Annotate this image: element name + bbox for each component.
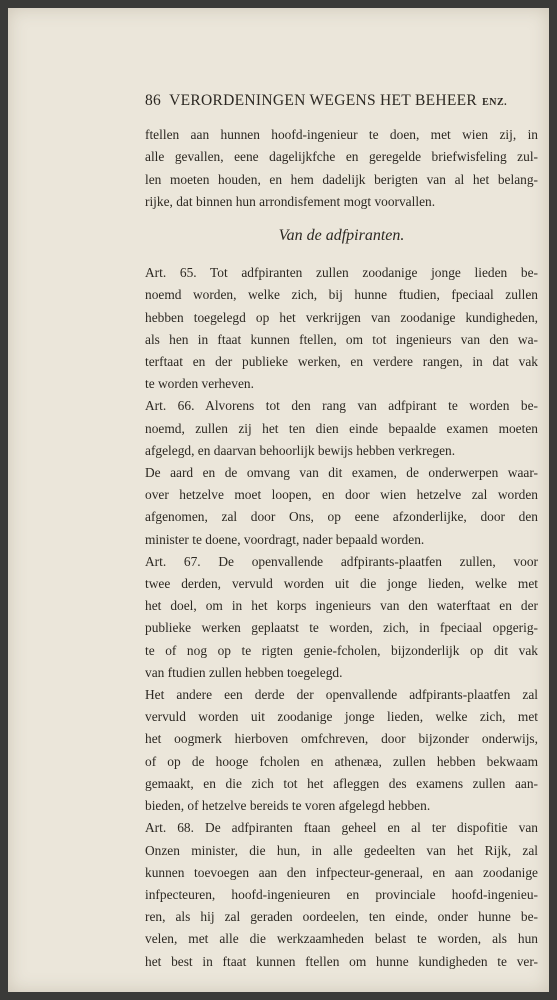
- text-line: gemaakt, en die zich tot het afleggen des examens zullen aan-: [145, 775, 538, 791]
- article-66: [145, 395, 538, 462]
- text-line: twee derden, vervuld worden uit die jonge lieden, welke met: [145, 576, 538, 592]
- article-65: [145, 262, 538, 395]
- text-line: afgelegd, en daarvan behoorlijk bewijs hebben verkregen.: [145, 442, 456, 458]
- paragraph-continuation: [145, 124, 538, 213]
- text-line: De aard en de omvang van dit examen, de onderwerpen waar-: [145, 465, 538, 481]
- text-line: afgenomen, zal door Ons, op eene afzonderlijke, door den: [145, 509, 538, 525]
- text-line: het doel, om in het korps ingenieurs van den waterftaat en der: [145, 598, 538, 614]
- text-line: vervuld worden uit zoodanige jonge lieden, welke zich, met: [145, 709, 538, 725]
- text-line: len moeten houden, en hem dadelijk berigten van al het belang-: [145, 171, 538, 187]
- article-66-continued: [145, 462, 538, 551]
- header-title: VERORDENINGEN WEGENS HET BEHEER: [169, 92, 478, 109]
- text-line: van ftudien zullen hebben toegelegd.: [145, 664, 343, 680]
- page-content: [145, 90, 538, 973]
- article-67: [145, 551, 538, 684]
- text-line: Het andere een derde der openvallende adfpirants-plaatfen zal: [145, 687, 538, 703]
- text-line: te of nog op te rigten genie-fcholen, bijzonderlijk op dit vak: [145, 642, 538, 658]
- text-line: infpecteuren, hoofd-ingenieuren en provinciale hoofd-ingenieu-: [145, 886, 538, 902]
- text-line: als hen in ftaat kunnen ftellen, om tot ingenieurs van den wa-: [145, 331, 538, 347]
- text-line: of op de hooge fcholen en athenæa, zullen hebben bekwaam: [145, 753, 538, 769]
- text-line: kunnen toevoegen aan den infpecteur-generaal, en aan zoodanige: [145, 864, 538, 880]
- book-page: [8, 8, 549, 992]
- text-line: velen, met alle die werkzaamheden belast te worden, als hun: [145, 931, 538, 947]
- header-title-suffix: ENZ.: [482, 97, 508, 108]
- text-line: Art. 67. De openvallende adfpirants-plaatfen zullen, voor: [145, 553, 538, 569]
- text-line: Art. 66. Alvorens tot den rang van adfpirant te worden be-: [145, 398, 538, 414]
- text-line: ren, als hij zal geraden oordeelen, ten einde, onder hunne be-: [145, 909, 538, 925]
- text-line: publieke werken geplaatst te worden, zich, in fpeciaal opgerig-: [145, 620, 538, 636]
- text-line: Art. 65. Tot adfpiranten zullen zoodanige jonge lieden be-: [145, 265, 538, 281]
- text-line: over hetzelve moet loopen, en door wien hetzelve zal worden: [145, 487, 538, 503]
- section-title: Van de adfpiranten.: [278, 227, 405, 245]
- text-line: het oogmerk hierboven omfchreven, door bijzonder onderwijs,: [145, 731, 538, 747]
- text-line: te worden verheven.: [145, 376, 254, 392]
- page-number: 86: [145, 92, 162, 109]
- text-line: alle gevallen, eene dagelijkfche en geregelde briefwisfeling zul-: [145, 149, 538, 165]
- text-line: Onzen minister, die hun, in alle gedeelten van het Rijk, zal: [145, 842, 538, 858]
- text-line: ftellen aan hunnen hoofd-ingenieur te doen, met wien zij, in: [145, 127, 538, 143]
- article-68: [145, 817, 538, 972]
- text-line: hebben toegelegd op het verkrijgen van zoodanige kundigheden,: [145, 309, 538, 325]
- text-line: terftaat en der publieke werken, en verdere rangen, in dat vak: [145, 354, 538, 370]
- article-67-continued: [145, 684, 538, 817]
- text-line: Art. 68. De adfpiranten ftaan geheel en al ter dispofitie van: [145, 820, 538, 836]
- text-line: minister te doene, voordragt, nader bepaald worden.: [145, 531, 425, 547]
- text-line: het best in ftaat kunnen ftellen om hunne kundigheden te ver-: [145, 953, 538, 969]
- text-line: noemd worden, welke zich, bij hunne ftudien, fpeciaal zullen: [145, 287, 538, 303]
- text-line: noemd, zullen zij het ten dien einde bepaalde examen moeten: [145, 420, 538, 436]
- text-line: rijke, dat binnen hun arrondisfement mogt voorvallen.: [145, 193, 436, 209]
- text-line: bieden, of hetzelve bereids te voren afgelegd hebben.: [145, 798, 431, 814]
- running-header: [145, 90, 538, 114]
